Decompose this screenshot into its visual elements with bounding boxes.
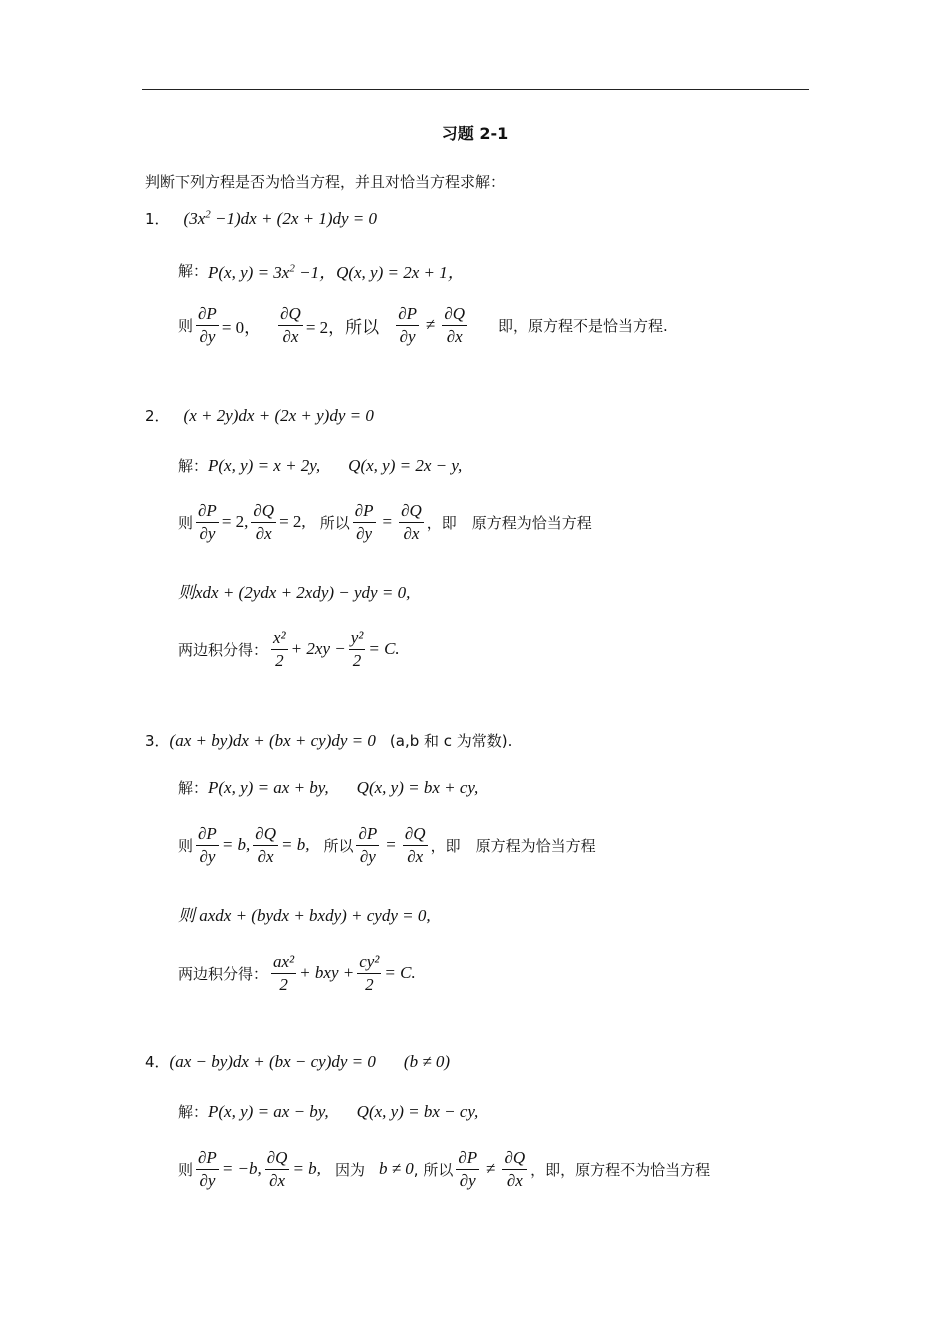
problem-2-derivatives	[178, 501, 592, 543]
dq-dx-value: = b,	[280, 835, 310, 855]
problem-note: (a,b 和 c 为常数).	[389, 732, 513, 750]
compare-operator: ≠	[425, 315, 436, 335]
p-definition: P(x, y) = ax − by,	[208, 1101, 329, 1121]
problem-equation: $(3x^2 -1)dx + (2x + 1)dy = 0$	[183, 207, 378, 228]
compare-left-fraction: ∂P ∂y	[458, 1148, 478, 1190]
then-label: 则	[178, 1160, 194, 1179]
problem-3-result	[178, 952, 416, 994]
integrate-label: 两边积分得：	[178, 640, 269, 659]
problem-3-derivatives	[178, 824, 596, 866]
problem-1-solution	[178, 258, 465, 283]
problem-3-step: 则 axdx + (bydx + bxdy) + cydy = 0,	[178, 906, 431, 925]
dq-dx-value: = 2，所以	[305, 317, 380, 337]
problem-2-step: 则xdx + (2ydx + 2xdy) − ydy = 0,	[178, 583, 411, 602]
conclusion-text: ，即，原方程不为恰当方程	[530, 1160, 711, 1179]
compare-right-fraction: ∂Q ∂x	[504, 1148, 526, 1190]
then-label: 则	[178, 513, 194, 532]
compare-operator: ≠	[486, 1159, 496, 1179]
conclusion-text: ，即 原方程为恰当方程	[426, 513, 592, 532]
solution-label: 解：	[178, 457, 209, 475]
compare-operator: =	[382, 512, 393, 532]
problem-equation: (x + 2y)dx + (2x + y)dy = 0	[183, 405, 374, 425]
p-definition: P(x, y) = ax + by,	[208, 777, 329, 797]
integrate-label: 两边积分得：	[178, 964, 269, 983]
problem-1-derivatives	[178, 304, 668, 346]
result-end: = C.	[384, 963, 416, 983]
dq-dx-fraction: $\frac{\partial Q}{\partial x}$	[253, 501, 275, 543]
problem-1-statement	[145, 208, 377, 229]
so-label: , 所以	[413, 1160, 454, 1179]
intro-text: 判断下列方程是否为恰当方程，并且对恰当方程求解：	[145, 173, 506, 191]
dq-dx-value: = b,	[292, 1159, 321, 1179]
dp-dy-value: = 2,	[221, 512, 249, 532]
problem-note: (b ≠ 0)	[403, 1051, 451, 1071]
dp-dy-fraction: $\frac{\partial P}{\partial y}$	[198, 824, 217, 866]
because-label: 因为	[334, 1160, 365, 1179]
compare-left-fraction: ∂P ∂y	[398, 304, 417, 346]
problem-4-derivatives	[178, 1148, 710, 1190]
solution-label: 解：	[178, 1103, 209, 1121]
dq-dx-fraction: $\frac{\partial Q}{\partial x}$	[266, 1148, 288, 1190]
problem-number: 1．	[145, 210, 170, 228]
conclusion-text: 即，原方程不是恰当方程.	[498, 316, 668, 335]
q-definition: Q(x, y) = bx + cy,	[356, 777, 479, 797]
result-fraction-2: $\frac{\text{cy²}}{2}$	[359, 952, 380, 994]
q-definition: Q(x, y) = bx − cy,	[356, 1101, 479, 1121]
problem-number: 4．	[145, 1053, 170, 1071]
compare-right-fraction: ∂Q ∂x	[444, 304, 466, 346]
dp-dy-value: = −b,	[221, 1159, 262, 1179]
then-label: 则	[178, 836, 194, 855]
solution-label: 解：	[178, 779, 209, 797]
solution-label: 解：	[178, 262, 209, 280]
problem-number: 2．	[145, 407, 170, 425]
problem-2-statement	[145, 405, 374, 426]
dp-dy-value: = 0，	[221, 317, 262, 337]
q-definition: Q(x, y) = 2x − y,	[348, 455, 463, 475]
problem-number: 3．	[145, 732, 170, 750]
dp-dy-value: = b,	[221, 835, 251, 855]
then-label: 则	[178, 316, 194, 335]
compare-left-fraction: $\frac{\partial P}{\partial y}$	[358, 824, 378, 866]
compare-left-fraction: $\frac{\partial P}{\partial y}$	[354, 501, 374, 543]
result-middle: + 2xy −	[290, 639, 346, 659]
compare-right-fraction: $\frac{\partial Q}{\partial x}$	[404, 824, 426, 866]
so-label: 所以	[319, 513, 350, 532]
problem-equation: (ax + by)dx + (bx + cy)dy = 0	[169, 730, 376, 750]
compare-right-fraction: $\frac{\partial Q}{\partial x}$	[401, 501, 422, 543]
p-definition: P(x, y) = x + 2y,	[208, 455, 321, 475]
dp-dy-fraction: $\frac{\partial P}{\partial y}$	[198, 501, 217, 543]
header-rule	[142, 89, 809, 90]
result-fraction-1: x² 2	[273, 628, 286, 670]
dp-dy-fraction: $\frac{\partial P}{\partial y}$	[198, 1148, 217, 1190]
dq-dx-fraction: $\frac{\partial Q}{\partial x}$	[255, 824, 276, 866]
pq-definition: P(x, $y) = 3x^2 -1$，Q(x, y) = 2x + 1，	[208, 262, 465, 282]
conclusion-text: ，即 原方程为恰当方程	[430, 836, 596, 855]
dp-dy-fraction: $\frac{\partial P}{\partial y}$	[198, 304, 217, 346]
dq-dx-fraction: $\frac{\partial Q}{\partial x}$	[280, 304, 301, 346]
problem-2-result	[178, 628, 400, 670]
compare-operator: =	[386, 835, 396, 855]
result-middle: + bxy +	[299, 963, 355, 983]
problem-3-statement	[145, 730, 512, 751]
result-fraction-1: ax² 2	[273, 952, 295, 994]
problem-2-solution	[178, 455, 462, 476]
result-end: = C.	[368, 639, 400, 659]
result-fraction-2: $\frac{\text{y²}}{2}$	[350, 628, 364, 670]
b-condition: b ≠ 0	[378, 1159, 414, 1179]
problem-4-solution	[178, 1101, 478, 1122]
problem-3-solution	[178, 777, 478, 798]
dq-dx-value: = 2,	[279, 512, 306, 532]
so-label: 所以	[323, 836, 354, 855]
problem-equation: (ax − by)dx + (bx − cy)dy = 0	[169, 1051, 376, 1071]
problem-4-statement	[145, 1051, 450, 1072]
page-title: 习题 2-1	[441, 124, 509, 143]
